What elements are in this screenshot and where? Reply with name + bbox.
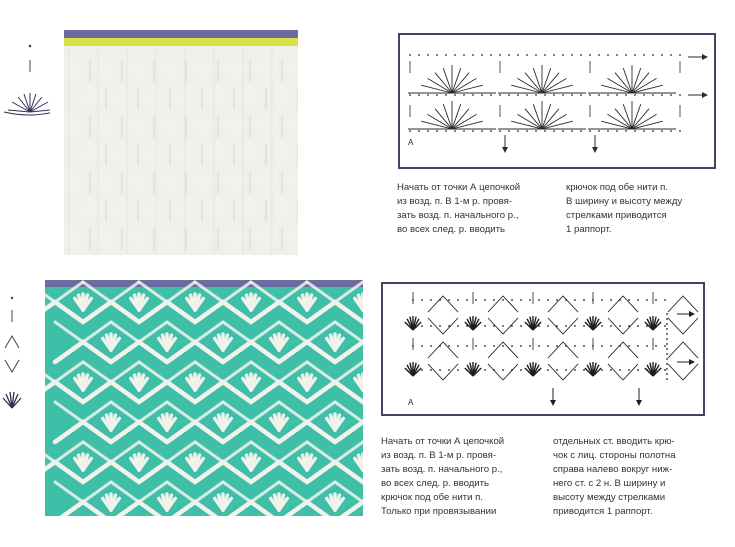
fan-shell: [223, 170, 250, 194]
fan-shell: [239, 86, 266, 110]
diagram2-column: [405, 292, 458, 380]
caption-1-right: крючок под обе нити п. В ширину и высоту между стрелками приводится 1 раппорт.: [566, 182, 683, 235]
stitch-diagram-2: [381, 282, 705, 416]
fan-shell: [127, 114, 154, 138]
fan-shell: [223, 58, 250, 82]
diagram-fan-symbol: [498, 65, 586, 93]
fan-shell: [207, 86, 234, 110]
row-dots-1: [409, 54, 681, 56]
fan-shell: [175, 86, 202, 110]
diagram-1-start-label: A: [408, 138, 414, 147]
fan-shell: [95, 58, 122, 82]
fan-shell: [255, 170, 282, 194]
legend-symbols-2: [0, 290, 40, 420]
fan-shell: [239, 198, 266, 222]
lattice-cell: [195, 282, 259, 322]
column-arrow-down-1: [502, 135, 508, 153]
fan-shell: [223, 114, 250, 138]
fan-shell: [127, 170, 154, 194]
fan-shell: [287, 226, 298, 250]
diagram2-column: [465, 292, 518, 380]
lattice-cell: [251, 442, 315, 482]
lattice-cell: [307, 282, 363, 322]
fan-shell: [255, 114, 282, 138]
row-arrow-right-1: [688, 54, 708, 60]
diagram-2-drawing: [383, 284, 703, 414]
fan-shell: [64, 226, 90, 250]
lattice-cell: [167, 402, 231, 442]
lattice-cell: [111, 322, 175, 362]
diagram-fan-symbol: [498, 101, 586, 129]
fan-stitch-symbol: [3, 392, 21, 408]
fan-shell: [287, 114, 298, 138]
column-arrow-down-2: [636, 388, 642, 406]
v-symbol: [5, 360, 19, 372]
lattice-cell: [251, 282, 315, 322]
fan-shell: [255, 226, 282, 250]
fan-shell: [159, 170, 186, 194]
diagram2-column: [645, 292, 698, 380]
fan-shell: [271, 142, 298, 166]
lattice-cell: [111, 402, 175, 442]
column-arrow-down-2: [592, 135, 598, 153]
lattice-cell: [83, 442, 147, 482]
lattice-cell: [251, 362, 315, 402]
caption-1-left: Начать от точки А цепочкой из возд. п. В 1-м р. провя- зать возд. п. начального р., во всех след. р. вводить: [397, 182, 521, 235]
lattice-cell: [223, 322, 287, 362]
photo-texture-1: [64, 30, 298, 255]
fan-shell: [255, 58, 282, 82]
row-arrow-right-2: [688, 92, 708, 98]
fan-shell: [95, 226, 122, 250]
fan-shell: [207, 198, 234, 222]
lattice-cell: [195, 442, 259, 482]
fan-shell: [95, 114, 122, 138]
fan-stitch-symbol: [4, 93, 50, 115]
lattice-cell: [83, 362, 147, 402]
lattice-cell: [55, 402, 119, 442]
lattice-cell: [139, 362, 203, 402]
fan-shell: [64, 114, 90, 138]
lattice-cell: [55, 482, 119, 516]
fan-shell: [271, 198, 298, 222]
fan-shell: [111, 142, 138, 166]
fan-shell: [175, 198, 202, 222]
inverted-v-symbol: [5, 336, 19, 348]
fan-shell: [159, 58, 186, 82]
chain-stitch-symbol: [29, 45, 32, 48]
fan-shell: [64, 58, 90, 82]
lattice-cell: [139, 442, 203, 482]
fan-shell: [79, 86, 106, 110]
fan-shell: [111, 86, 138, 110]
fan-shell: [127, 58, 154, 82]
fan-shell: [175, 142, 202, 166]
fan-shell: [127, 226, 154, 250]
fan-shell: [111, 198, 138, 222]
lattice-cell: [223, 402, 287, 442]
lattice-cell: [55, 322, 119, 362]
lattice-cell: [279, 322, 343, 362]
stitch-diagram-1: [398, 33, 716, 169]
knit-sample-photo-2: [45, 280, 363, 516]
fan-shell: [271, 86, 298, 110]
fan-shell: [223, 226, 250, 250]
lattice-cell: [167, 322, 231, 362]
chain-stitch-symbol: [11, 297, 13, 299]
diagram-2-start-label: A: [408, 398, 414, 407]
fan-shell: [159, 226, 186, 250]
lattice-cell: [45, 362, 91, 402]
diagram2-column: [585, 292, 638, 380]
lattice-cell: [45, 282, 91, 322]
lattice-cell: [195, 362, 259, 402]
diagram-fan-symbol: [588, 65, 676, 93]
fan-shell: [79, 142, 106, 166]
legend-symbols-1: [0, 40, 50, 120]
fan-shell: [287, 58, 298, 82]
diagram-1-drawing: [400, 35, 714, 167]
row-arrow-right-2: [677, 359, 695, 365]
lattice-cell: [139, 282, 203, 322]
lattice-cell: [307, 442, 363, 482]
diagram-fan-symbol: [408, 65, 496, 93]
lattice-cell: [279, 402, 343, 442]
fan-shell: [159, 114, 186, 138]
diagram-fan-symbol: [408, 101, 496, 129]
fan-shell: [64, 170, 90, 194]
lattice-cell: [83, 282, 147, 322]
knit-sample-photo-1: [64, 30, 298, 255]
fan-shell: [287, 170, 298, 194]
fan-shell: [79, 198, 106, 222]
row-dots-2: [409, 94, 681, 96]
lattice-cell: [307, 362, 363, 402]
vertical-dotted-edge: [666, 313, 668, 380]
caption-2-left: Начать от точки А цепочкой из возд. п. В 1-м р. провя- зать возд. п. начального р., во всех след. р. вводить крючок под обе нити п. Только при провязывании: [381, 436, 505, 517]
row-arrow-right-1: [677, 311, 695, 317]
row-dots-3: [409, 130, 681, 132]
caption-2-right: отдельных ст. вводить крю- чок с лиц. стороны полотна справа налево вокруг ниж- него ст. с 2 н. В ширину и высоту между стрелками приводится 1 раппорт.: [553, 436, 676, 517]
lattice-cell: [45, 442, 91, 482]
fan-shell: [239, 142, 266, 166]
column-arrow-down-1: [550, 388, 556, 406]
photo-texture-2: [45, 280, 363, 516]
fan-shell: [95, 170, 122, 194]
diagram-fan-symbol: [588, 101, 676, 129]
fan-shell: [207, 142, 234, 166]
diagram2-column: [525, 292, 578, 380]
